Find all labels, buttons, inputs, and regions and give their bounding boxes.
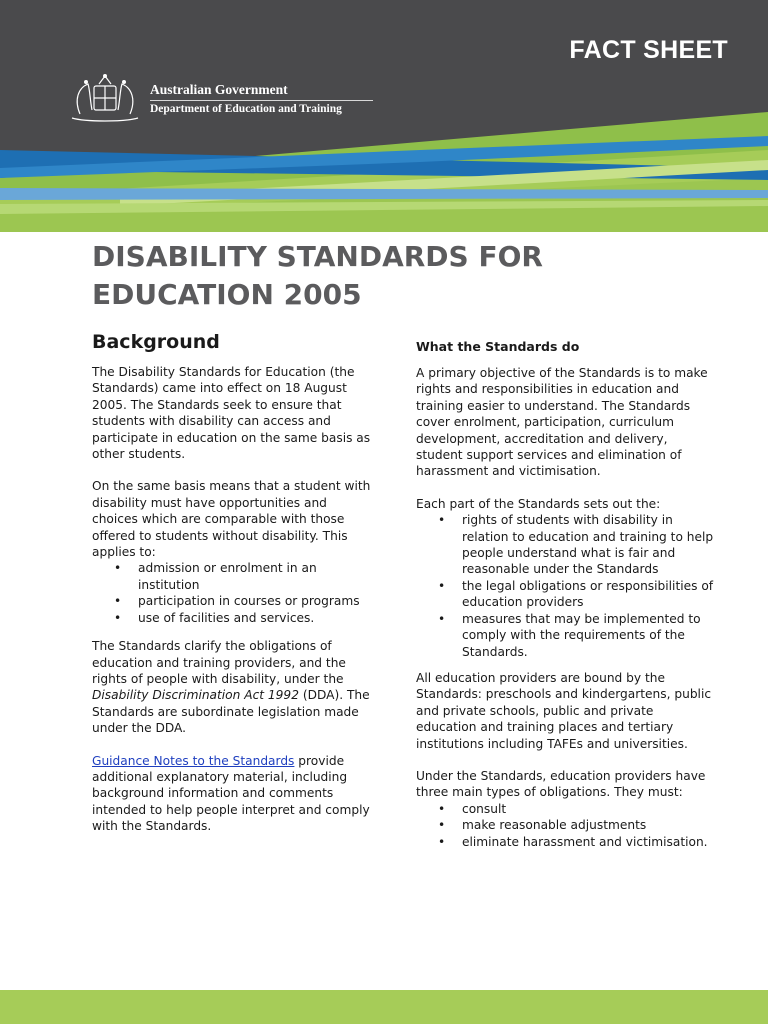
- list-item: • the legal obligations or responsibilities of education providers: [416, 578, 716, 611]
- list-item: • make reasonable adjustments: [416, 817, 716, 833]
- background-heading: Background: [92, 331, 220, 353]
- right-column: [416, 338, 716, 860]
- fact-sheet-label: FACT SHEET: [569, 36, 728, 64]
- standards-paragraph-3: All education providers are bound by the Standards: preschools and kindergartens, public and private schools, public and private education and training places and tertiary institutions including TAFEs and universities.: [416, 670, 712, 751]
- list-item: • admission or enrolment in an institution: [92, 560, 374, 593]
- sets-out-list: [416, 512, 716, 660]
- background-paragraph-1: The Disability Standards for Education (the Standards) came into effect on 18 August 2005. The Standards seek to ensure that students with disability can access and participate in education on the same basis as other students.: [92, 365, 371, 462]
- standards-paragraph-2: Each part of the Standards sets out the:: [416, 496, 661, 511]
- guidance-notes-link[interactable]: Guidance Notes to the Standards: [92, 753, 295, 768]
- paragraph-text: The Standards clarify the obligations of education and training providers, and the rights of people with disability, under the: [92, 639, 346, 686]
- background-paragraph-3: [92, 638, 374, 736]
- what-standards-do-heading: What the Standards do: [416, 339, 580, 354]
- paragraph-text: provide additional explanatory material, including background information and comments intended to help people interpret and comply with the Standards.: [92, 753, 370, 834]
- document-title: DISABILITY STANDARDS FOR EDUCATION 2005: [92, 240, 543, 311]
- background-paragraph-4: [92, 753, 374, 835]
- list-item: • consult: [416, 801, 716, 817]
- list-item: • rights of students with disability in relation to education and training to help people understand what is fair and reasonable under the Standards: [416, 512, 716, 578]
- list-item: • measures that may be implemented to comply with the requirements of the Standards.: [416, 611, 716, 660]
- logo-divider: [150, 100, 373, 101]
- header-banner: [0, 0, 768, 232]
- background-paragraph-2: On the same basis means that a student with disability must have opportunities and choices which are comparable with those offered to students without disability. This applies to:: [92, 479, 371, 560]
- paragraph-text: (DDA). The Standards are subordinate legislation made under the DDA.: [92, 688, 370, 736]
- standards-paragraph-1: A primary objective of the Standards is to make rights and responsibilities in education and training easier to understand. The Standards cover enrolment, participation, curriculum development, accreditation and delivery, student support services and elimination of harassment and victimisation.: [416, 366, 708, 479]
- standards-paragraph-4: Under the Standards, education providers have three main types of obligations. They must:: [416, 768, 706, 800]
- list-item: • eliminate harassment and victimisation.: [416, 834, 716, 850]
- list-item: • use of facilities and services.: [92, 610, 374, 626]
- obligations-list: [416, 801, 716, 850]
- coat-of-arms-icon: [66, 70, 144, 126]
- government-name: Australian Government: [150, 82, 288, 97]
- applies-to-list: [92, 560, 374, 626]
- left-column: [92, 330, 374, 851]
- footer-band: [0, 990, 768, 1024]
- list-item: • participation in courses or programs: [92, 593, 374, 609]
- department-name: Department of Education and Training: [150, 103, 342, 115]
- dda-act-title: Disability Discrimination Act 1992: [92, 688, 299, 703]
